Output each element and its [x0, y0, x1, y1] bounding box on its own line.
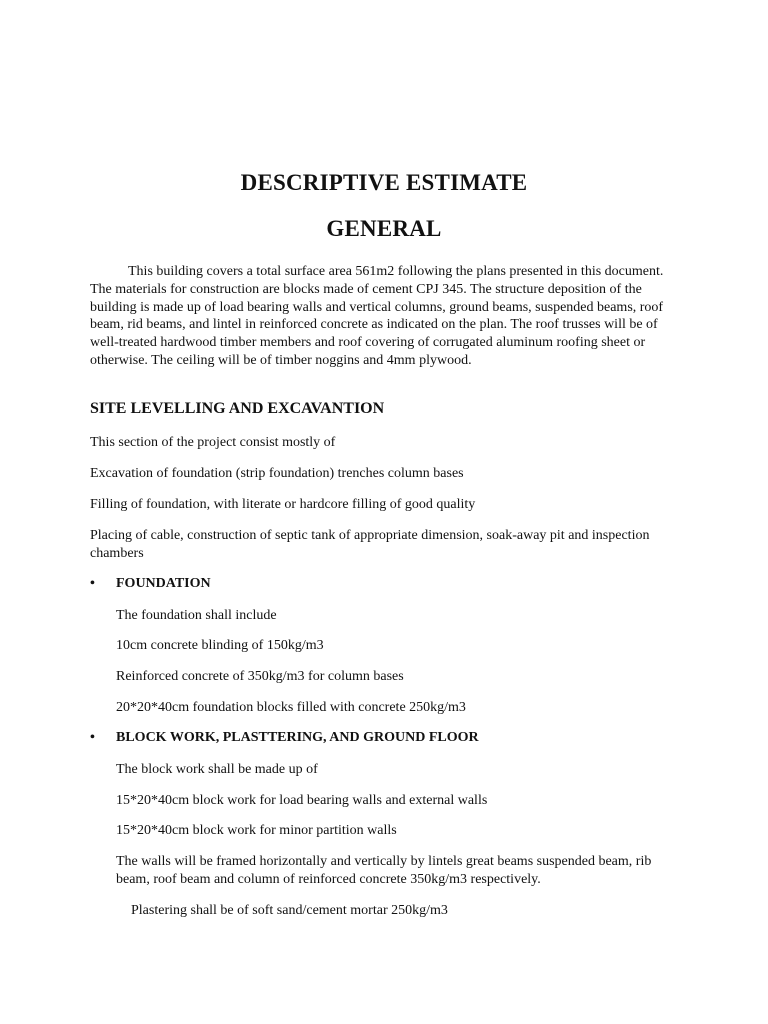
document-title: DESCRIPTIVE ESTIMATE	[240, 170, 528, 195]
foundation-bullet-item	[90, 576, 211, 592]
foundation-line-1: The foundation shall include	[116, 608, 277, 623]
foundation-heading: FOUNDATION	[116, 576, 211, 591]
site-line-1: This section of the project consist mostly of	[90, 435, 336, 450]
intro-paragraph: This building covers a total surface area 561m2 following the plans presented in this document. The materials for construction are blocks made of cement CPJ 345. The structure deposition of the building is made up of load bearing walls and vertical columns, ground beams, suspended beams, roof beam, rid beams, and lintel in reinforced concrete as indicated on the plan. The roof trusses will be of well-treated hardwood timber members and roof covering of corrugated aluminum roofing sheet or otherwise. The ceiling will be of timber noggins and 4mm plywood.	[90, 264, 664, 368]
blockwork-line-2: 15*20*40cm block work for load bearing walls and external walls	[116, 793, 488, 808]
foundation-line-3: Reinforced concrete of 350kg/m3 for column bases	[116, 669, 404, 684]
blockwork-heading: BLOCK WORK, PLASTTERING, AND GROUND FLOOR	[116, 730, 479, 745]
blockwork-line-1: The block work shall be made up of	[116, 762, 318, 777]
site-levelling-heading: SITE LEVELLING AND EXCAVANTION	[90, 400, 385, 417]
blockwork-line-3: 15*20*40cm block work for minor partition walls	[116, 823, 397, 838]
document-subtitle: GENERAL	[326, 216, 442, 241]
foundation-line-4: 20*20*40cm foundation blocks filled with concrete 250kg/m3	[116, 700, 466, 715]
blockwork-line-5: Plastering shall be of soft sand/cement mortar 250kg/m3	[131, 903, 448, 918]
blockwork-bullet-item	[90, 730, 479, 746]
bullet-icon: •	[90, 576, 95, 591]
bullet-icon: •	[90, 730, 95, 745]
site-line-2: Excavation of foundation (strip foundation) trenches column bases	[90, 466, 464, 481]
site-line-3: Filling of foundation, with literate or hardcore filling of good quality	[90, 497, 476, 512]
site-line-4: Placing of cable, construction of septic tank of appropriate dimension, soak-away pit and inspection chambers	[90, 528, 650, 561]
foundation-line-2: 10cm concrete blinding of 150kg/m3	[116, 638, 324, 653]
blockwork-line-4: The walls will be framed horizontally and vertically by lintels great beams suspended beam, rib beam, roof beam and column of reinforced concrete 350kg/m3 respectively.	[116, 854, 652, 887]
